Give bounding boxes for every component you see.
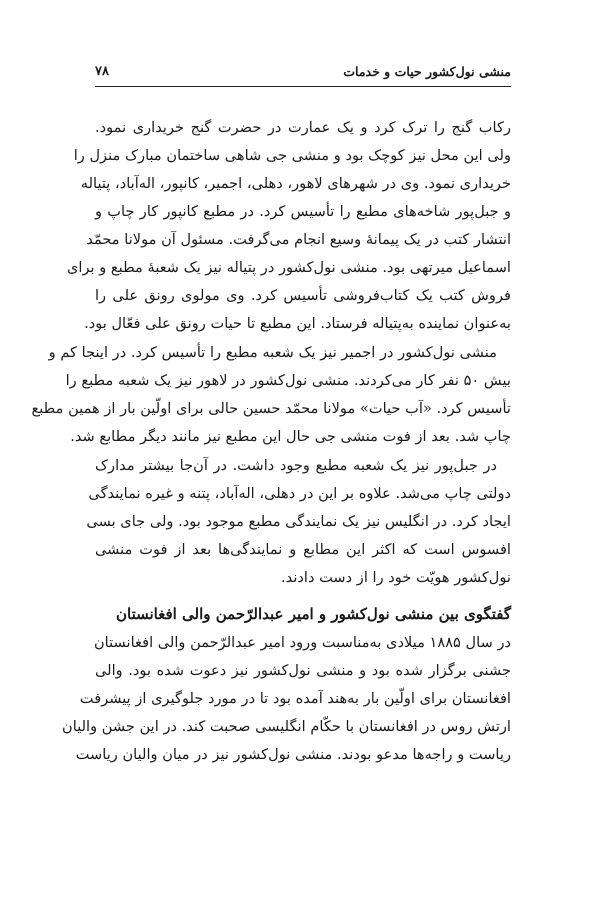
text-line: به‌عنوان نماینده به‌پتیاله فرستاد. این مطبع تا حیات رونق علی فعّال بود. <box>84 315 511 332</box>
section-heading: گفتگوی بین منشی نول‌کشور و امیر عبدالرّحمن والی افغانستان <box>116 605 511 623</box>
text-line: افغانستان برای اولّین بار به‌هند آمده بود تا در مورد جلوگیری از پیشرفت <box>79 690 511 707</box>
running-title: منشی نول‌کشور حیات و خدمات <box>343 64 511 79</box>
text-line: بیش ۵۰ نفر کار می‌کردند. منشی نول‌کشور در لاهور نیز یک شعبه مطبع را <box>65 372 511 389</box>
text-line: نول‌کشور هویّت خود را از دست دادند. <box>281 569 511 586</box>
text-line: انتشار کتب در یک پیمانهٔ وسیع انجام می‌گرفت. مسئول آن مولانا محمّد <box>86 231 511 248</box>
text-line: در جبل‌پور نیز یک شعبه مطبع وجود داشت. در آن‌جا بیشتر مدارک <box>95 457 497 474</box>
text-line: و جبل‌پور شاخه‌های مطبع را تأسیس کرد. در مطبع کانپور کار چاپ و <box>95 203 511 220</box>
header-rule <box>95 86 511 87</box>
text-line: جشنی برگزار شده بود و منشی نول‌کشور نیز دعوت شده بود. والی <box>95 662 511 679</box>
text-line: چاپ شد. بعد از فوت منشی جی حال این مطبع نیز مانند دیگر مطابع شد. <box>70 428 511 445</box>
text-line: دولتی چاپ می‌شد. علاوه بر این در دهلی، اله‌آباد، پتنه و غیره نمایندگی <box>88 485 511 502</box>
page-header <box>95 62 511 86</box>
text-line: ارتش روس در افغانستان با حکّام انگلیسی صحبت کند. در این جشن والیان <box>62 718 511 735</box>
text-line: افسوس است که اکثر این مطابع و نمایندگی‌ها بعد از فوت منشی <box>95 541 511 558</box>
page-number: ۷۸ <box>95 64 109 79</box>
text-line: ایجاد کرد. در انگلیس نیز یک نمایندگی مطبع موجود بود. ولی جای بسی <box>86 513 511 530</box>
text-line: خریداری نمود. وی در شهرهای لاهور، دهلی، اجمیر، کانپور، اله‌آباد، پتیاله <box>80 175 511 192</box>
text-line: تأسیس کرد. «آب حیات» مولانا محمّد حسین حالی برای اولّین بار از همین مطبع <box>31 400 511 417</box>
text-line: اسماعیل میرتهی بود. منشی نول‌کشور در پتیاله نیز یک شعبهٔ مطبع و برای <box>67 259 511 276</box>
text-line: ریاست و راجه‌ها مدعو بودند. منشی نول‌کشور نیز در میان والیان ریاست <box>75 746 511 763</box>
text-line: در سال ۱۸۸۵ میلادی به‌مناسبت ورود امیر عبدالرّحمن والی افغانستان <box>93 634 511 651</box>
text-line: رکاب گنج را ترک کرد و یک عمارت در حضرت گنج خریداری نمود. <box>95 119 511 136</box>
text-line: ولی این محل نیز کوچک بود و منشی جی شاهی ساختمان مبارک منزل را <box>73 147 511 164</box>
text-line: فروش کتب یک کتاب‌فروشی تأسیس کرد. وی مولوی رونق علی را <box>95 287 511 304</box>
text-line: منشی نول‌کشور در اجمیر نیز یک شعبه مطبع را تأسیس کرد. در اینجا کم و <box>48 344 497 361</box>
